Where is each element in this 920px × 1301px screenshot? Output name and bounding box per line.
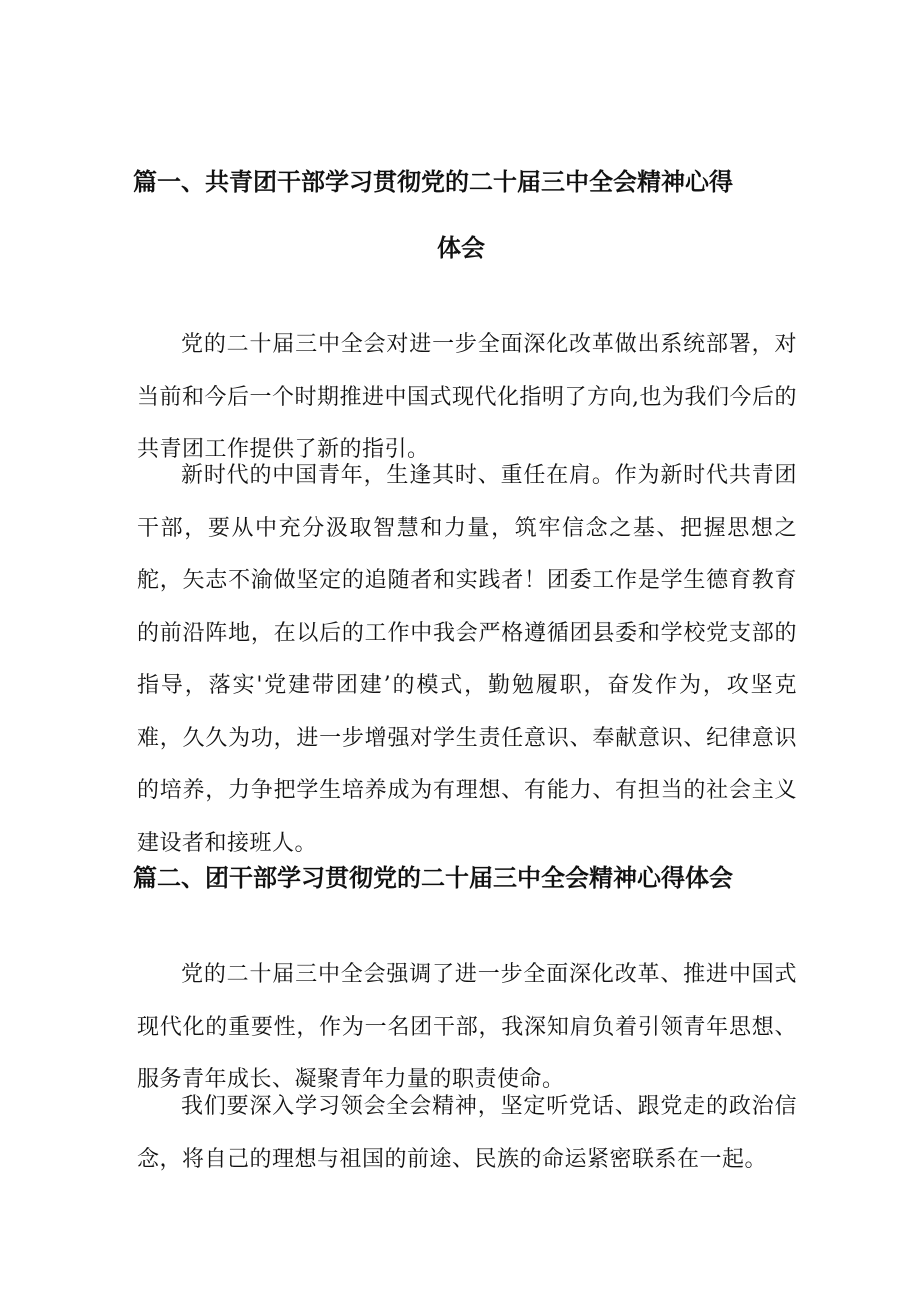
section2-paragraph-1: 党的二十届三中全会强调了进一步全面深化改革、推进中国式现代化的重要性，作为一名团干部，我深知肩负着引领青年思想、服务青年成长、凝聚青年力量的职责使命。 [137,962,797,1092]
section2-title: 篇二、团干部学习贯彻党的二十届三中全会精神心得体会 [133,864,733,892]
section1-title-line1: 篇一、共青团干部学习贯彻党的二十届三中全会精神心得 [133,168,733,196]
section1-title-line2: 体会 [437,234,485,262]
section2-paragraph-2: 我们要深入学习领会全会精神，坚定听党话、跟党走的政治信念，将自己的理想与祖国的前途、民族的命运紧密联系在一起。 [137,1094,797,1172]
section1-paragraph-2: 新时代的中国青年，生逢其时、重任在肩。作为新时代共青团干部，要从中充分汲取智慧和力量，筑牢信念之基、把握思想之舵，矢志不渝做坚定的追随者和实践者！团委工作是学生德育教育的前沿阵地，在以后的工作中我会严格遵循团县委和学校党支部的指导，落实'党建带团建’的模式，勤勉履职，奋发作为，攻坚克难，久久为功，进一步增强对学生责任意识、奉献意识、纪律意识的培养，力争把学生培养成为有理想、有能力、有担当的社会主义建设者和接班人。 [137,463,797,856]
section1-paragraph-1: 党的二十届三中全会对进一步全面深化改革做出系统部署，对当前和今后一个时期推进中国式现代化指明了方向,也为我们今后的共青团工作提供了新的指引。 [137,332,797,462]
